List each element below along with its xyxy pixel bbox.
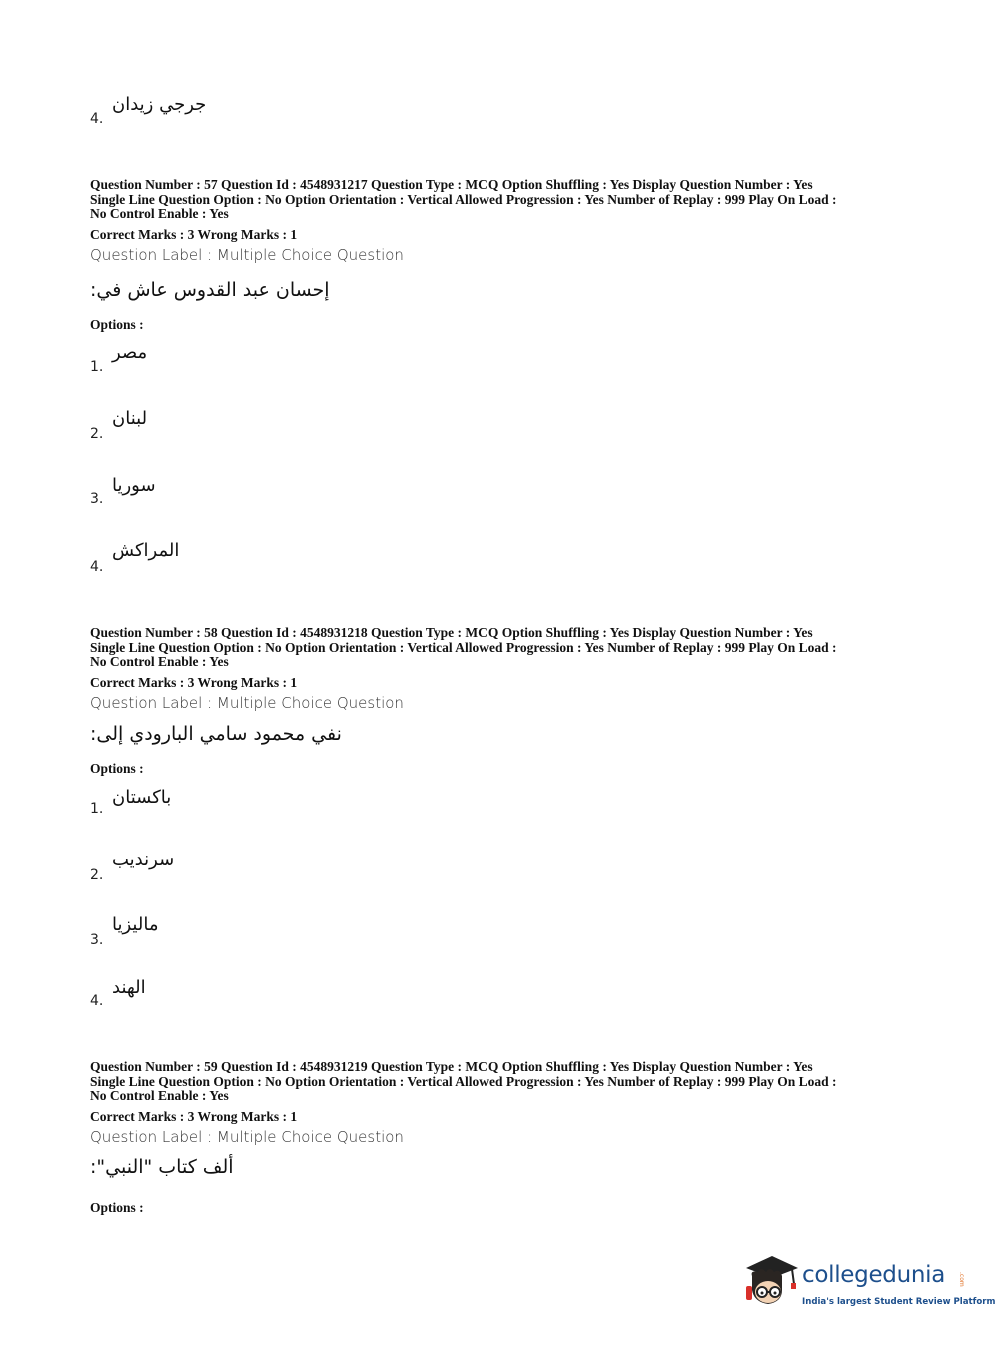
brand-tagline: India's largest Student Review Platform — [802, 1297, 996, 1307]
meta-line: Single Line Question Option : No Option Orientation : Vertical Allowed Progression : Yes Number of Replay : 999 Play On Load : — [90, 1073, 837, 1089]
marks-info: Correct Marks : 3 Wrong Marks : 1 — [90, 675, 298, 690]
option-number: 4. — [90, 111, 104, 127]
option-number: 2. — [90, 426, 104, 442]
option-text: سوريا — [112, 475, 156, 496]
options-heading: Options : — [90, 1200, 144, 1215]
meta-line: No Control Enable : Yes — [90, 206, 229, 221]
options-heading: Options : — [90, 761, 144, 776]
option-number: 1. — [90, 801, 104, 817]
question-text: إحسان عبد القدوس عاش في: — [90, 279, 330, 301]
meta-line: Question Number : 57 Question Id : 4548931217 Question Type : MCQ Option Shuffling : Yes Display Question Number : Yes — [90, 177, 813, 192]
option-number: 1. — [90, 359, 104, 375]
option-number: 3. — [90, 932, 104, 948]
option-number: 2. — [90, 867, 104, 883]
meta-line: Single Line Question Option : No Option Orientation : Vertical Allowed Progression : Yes Number of Replay : 999 Play On Load : — [90, 191, 837, 207]
brand-name: collegedunia — [802, 1262, 946, 1288]
mascot-graduate-icon — [742, 1250, 800, 1312]
option-number: 4. — [90, 993, 104, 1009]
meta-line: Question Number : 59 Question Id : 4548931219 Question Type : MCQ Option Shuffling : Yes Display Question Number : Yes — [90, 1059, 813, 1074]
question-text: ألف كتاب "النبي": — [90, 1156, 234, 1178]
option-text: ماليزيا — [112, 914, 159, 935]
marks-info: Correct Marks : 3 Wrong Marks : 1 — [90, 227, 298, 242]
meta-line: Question Number : 58 Question Id : 4548931218 Question Type : MCQ Option Shuffling : Yes Display Question Number : Yes — [90, 625, 813, 640]
question-meta — [90, 1060, 930, 1104]
question-label: Question Label : Multiple Choice Question — [90, 246, 404, 264]
option-text: سرنديب — [112, 849, 175, 870]
meta-line: No Control Enable : Yes — [90, 1088, 229, 1103]
question-text: نفي محمود سامي البارودي إلى: — [90, 723, 342, 745]
option-text: باكستان — [112, 787, 172, 808]
question-meta — [90, 178, 930, 222]
meta-line: Single Line Question Option : No Option Orientation : Vertical Allowed Progression : Yes Number of Replay : 999 Play On Load : — [90, 639, 837, 655]
option-text: المراكش — [112, 540, 180, 561]
options-heading: Options : — [90, 317, 144, 332]
option-text: الهند — [112, 977, 146, 998]
question-label: Question Label : Multiple Choice Question — [90, 694, 404, 712]
question-label: Question Label : Multiple Choice Question — [90, 1128, 404, 1146]
meta-line: No Control Enable : Yes — [90, 654, 229, 669]
option-text: مصر — [112, 342, 148, 363]
question-meta — [90, 626, 930, 670]
option-text: لبنان — [112, 408, 148, 429]
marks-info: Correct Marks : 3 Wrong Marks : 1 — [90, 1109, 298, 1124]
option-number: 3. — [90, 491, 104, 507]
option-text: جرجي زيدان — [112, 94, 207, 115]
brand-domain: .com — [958, 1272, 965, 1287]
option-number: 4. — [90, 559, 104, 575]
